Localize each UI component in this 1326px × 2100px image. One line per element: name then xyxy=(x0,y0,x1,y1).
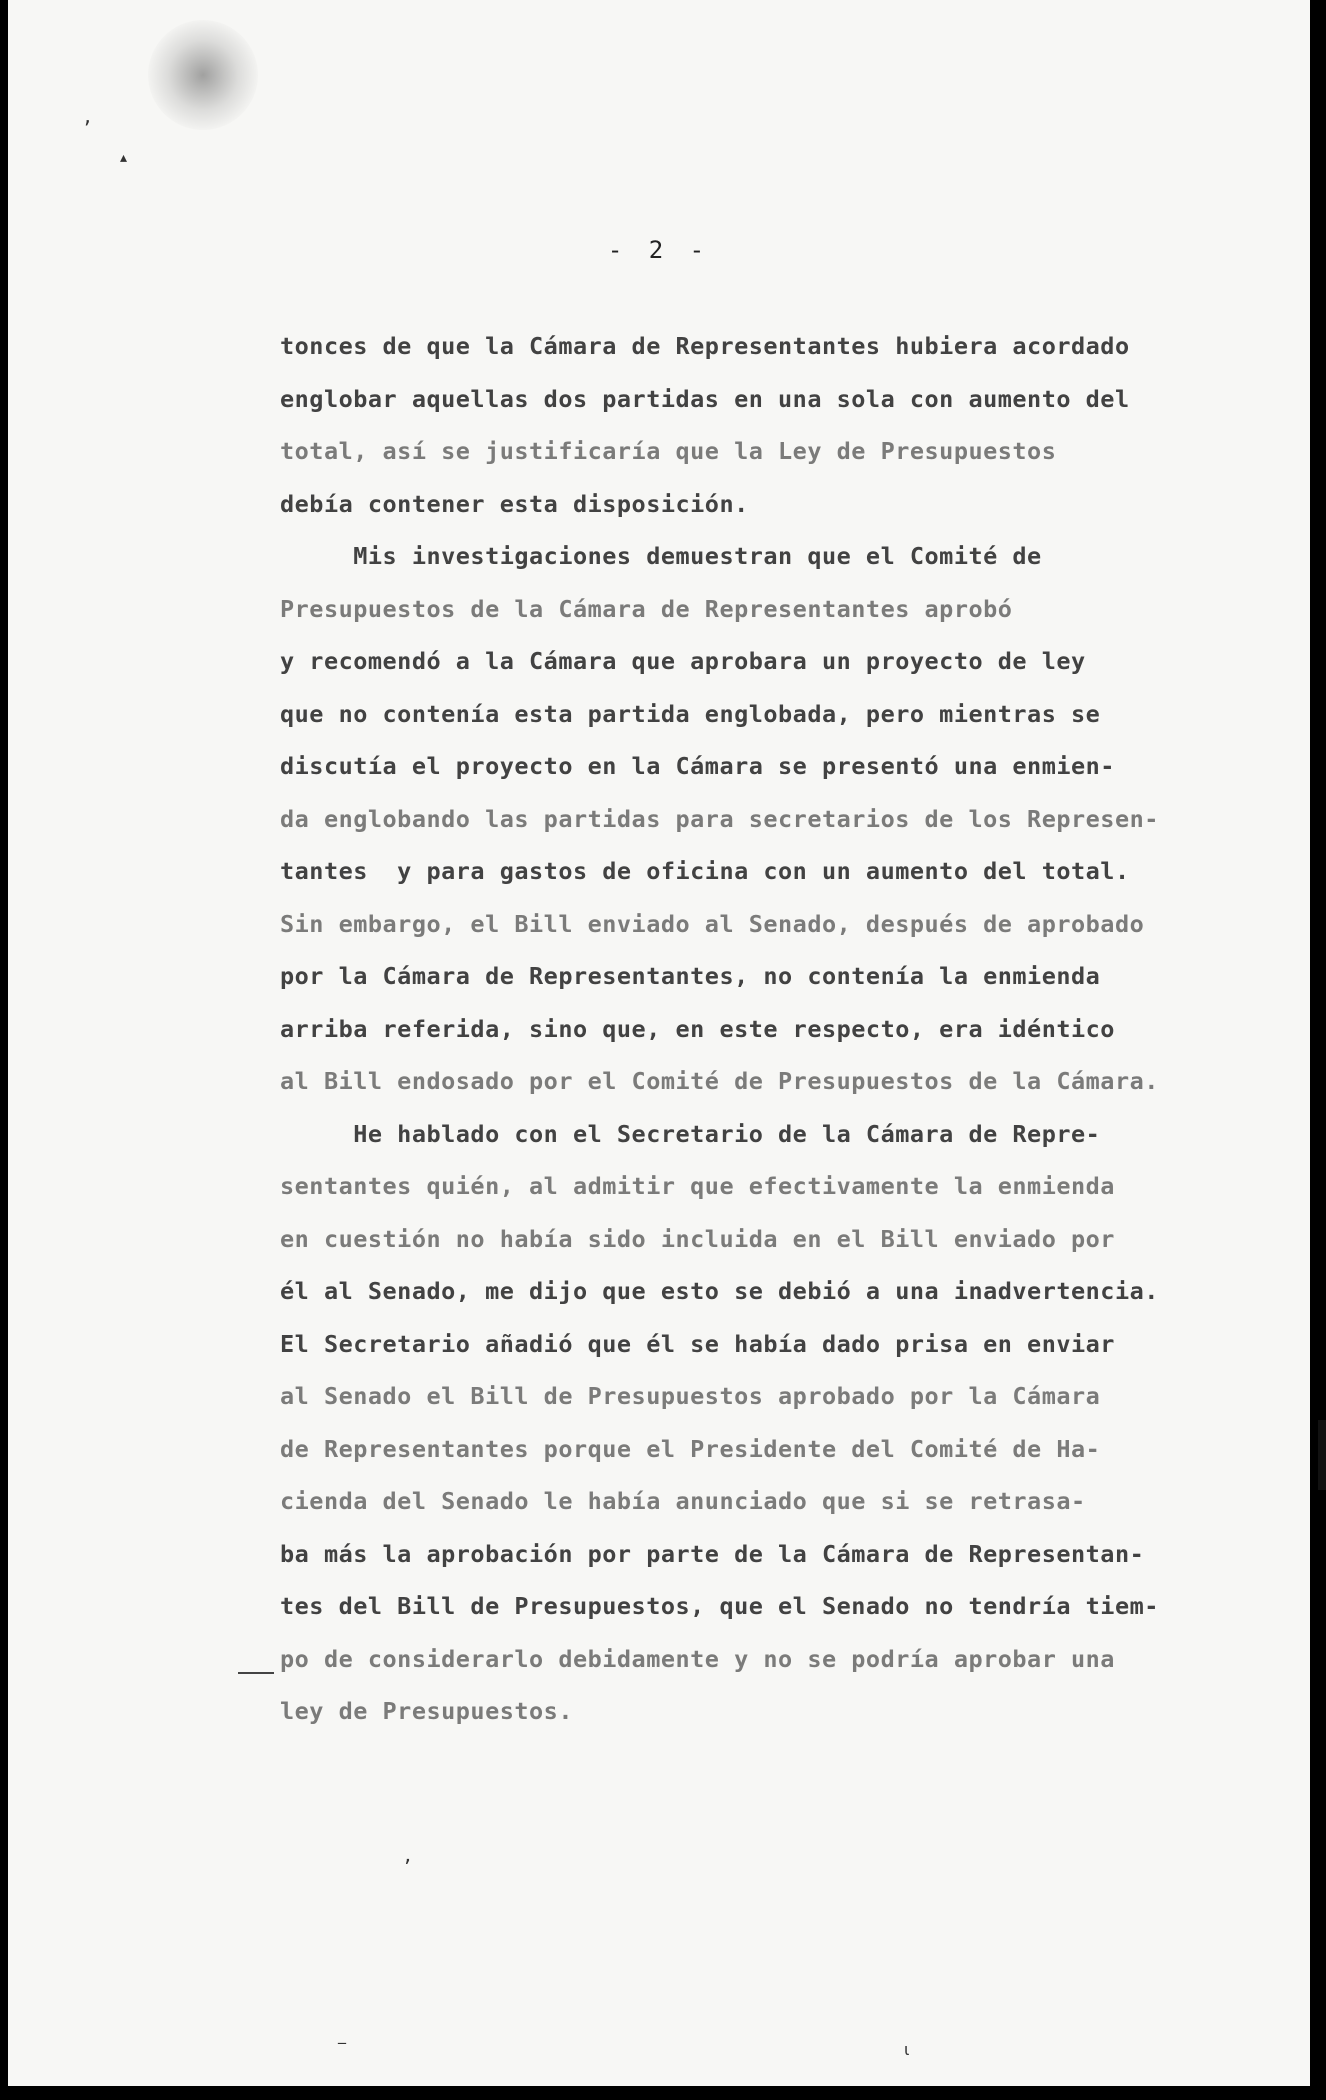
stray-mark: ▴ xyxy=(120,150,128,166)
text-line: tes del Bill de Presupuestos, que el Senado no tendría tiem- xyxy=(280,1592,1159,1620)
text-line: por la Cámara de Representantes, no contenía la enmienda xyxy=(280,962,1101,990)
text-line: al Bill endosado por el Comité de Presupuestos de la Cámara. xyxy=(280,1067,1159,1095)
text-line: sentantes quién, al admitir que efectivamente la enmienda xyxy=(280,1172,1115,1200)
stray-mark: ʼ xyxy=(404,1856,411,1881)
text-line: discutía el proyecto en la Cámara se presentó una enmien- xyxy=(280,752,1115,780)
text-line: da englobando las partidas para secretarios de los Represen- xyxy=(280,804,1159,833)
text-line: ley de Presupuestos. xyxy=(280,1697,573,1725)
typed-body-text xyxy=(280,320,1240,1738)
text-line: tonces de que la Cámara de Representantes hubiera acordado xyxy=(280,332,1130,360)
margin-dash-mark xyxy=(238,1672,274,1674)
text-line: que no contenía esta partida englobada, pero mientras se xyxy=(280,699,1101,728)
text-line: debía contener esta disposición. xyxy=(280,489,749,518)
text-line: arriba referida, sino que, en este respecto, era idéntico xyxy=(280,1014,1115,1043)
text-line: él al Senado, me dijo que esto se debió a una inadvertencia. xyxy=(280,1277,1159,1305)
text-line: en cuestión no había sido incluida en el Bill enviado por xyxy=(280,1224,1115,1253)
text-line: tantes y para gastos de oficina con un aumento del total. xyxy=(280,857,1130,885)
text-line: Presupuestos de la Cámara de Representantes aprobó xyxy=(280,594,1013,623)
text-line: y recomendó a la Cámara que aprobara un proyecto de ley xyxy=(280,647,1086,675)
document-sheet xyxy=(8,0,1310,2086)
page-number: - 2 - xyxy=(607,236,711,264)
stray-mark: , xyxy=(84,104,91,129)
text-line: cienda del Senado le había anunciado que si se retrasa- xyxy=(280,1487,1086,1515)
text-line: englobar aquellas dos partidas en una sola con aumento del xyxy=(280,384,1130,413)
text-line: ba más la aprobación por parte de la Cámara de Representan- xyxy=(280,1539,1145,1568)
text-line: total, así se justificaría que la Ley de Presupuestos xyxy=(280,437,1057,465)
text-line: El Secretario añadió que él se había dado prisa en enviar xyxy=(280,1329,1115,1358)
stray-mark: ι xyxy=(904,2040,910,2059)
stray-mark: ‾ xyxy=(338,2040,346,2059)
text-line: po de considerarlo debidamente y no se podría aprobar una xyxy=(280,1644,1115,1673)
scan-edge-shadow xyxy=(1318,1420,1326,1490)
text-line: Sin embargo, el Bill enviado al Senado, después de aprobado xyxy=(280,909,1145,938)
text-line: de Representantes porque el Presidente del Comité de Ha- xyxy=(280,1434,1101,1463)
text-line: He hablado con el Secretario de la Cámara de Repre- xyxy=(280,1119,1101,1148)
text-line: Mis investigaciones demuestran que el Comité de xyxy=(280,542,1042,570)
text-line: al Senado el Bill de Presupuestos aprobado por la Cámara xyxy=(280,1382,1101,1410)
ink-smudge xyxy=(148,20,258,130)
